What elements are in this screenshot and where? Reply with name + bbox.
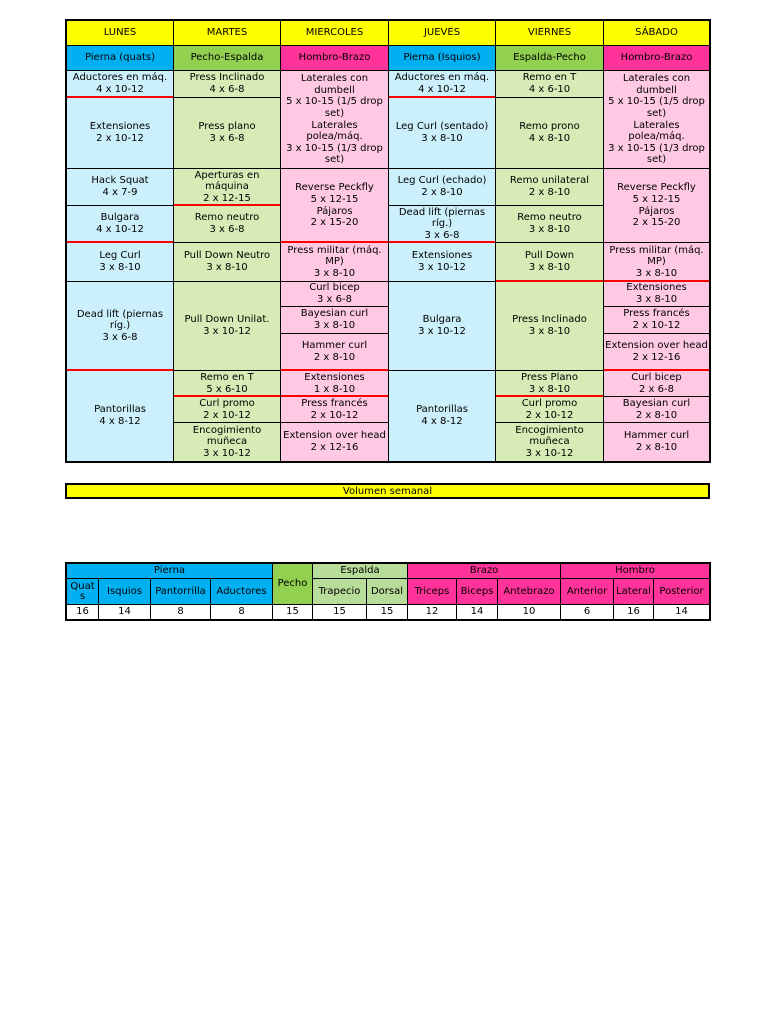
exercise-cell-line: 2 x 10-12 <box>203 409 251 421</box>
exercise-cell-line: Press Inclinado <box>189 72 265 84</box>
exercise-cell <box>280 396 389 423</box>
day-header-line: MIERCOLES <box>305 27 364 39</box>
day-focus-label <box>495 45 604 71</box>
volume-value-text: 15 <box>380 606 394 617</box>
muscle-header <box>456 578 498 605</box>
exercise-cell-line: 2 x 10-12 <box>96 133 144 144</box>
exercise-cell <box>173 422 281 462</box>
volume-value-text: 15 <box>333 606 346 617</box>
exercise-cell-line: Curl bicep <box>631 371 682 383</box>
volume-value-text: 14 <box>470 606 484 617</box>
exercise-cell <box>66 205 174 243</box>
block-separator <box>496 280 603 282</box>
exercise-cell <box>388 205 496 243</box>
exercise-cell <box>603 422 710 462</box>
exercise-cell-line: Laterales con dumbell <box>622 73 691 96</box>
exercise-cell-line: 3 x 10-12 <box>203 326 251 337</box>
volume-value <box>497 604 561 620</box>
exercise-cell <box>603 333 710 371</box>
exercise-cell <box>66 168 174 206</box>
exercise-cell <box>173 396 281 423</box>
exercise-cell-line: 3 x 6-8 <box>209 133 245 144</box>
exercise-cell <box>66 370 174 462</box>
exercise-cell-line: Curl promo <box>521 397 578 409</box>
exercise-cell <box>388 370 496 462</box>
volume-value <box>653 604 710 620</box>
muscle-header <box>407 578 457 605</box>
day-focus-label <box>280 45 389 71</box>
weekly-volume-bar <box>65 483 710 499</box>
day-header <box>603 20 710 46</box>
exercise-cell-line: 5 x 10-15 (1/5 drop set) <box>286 96 383 119</box>
day-header-line: VIERNES <box>527 27 572 39</box>
exercise-cell-line: Remo neutro <box>517 212 582 224</box>
exercise-cell <box>495 168 604 206</box>
day-focus-label <box>66 45 174 71</box>
exercise-cell-line: Dead lift (piernas ríg.) <box>398 206 486 230</box>
exercise-cell <box>495 281 604 371</box>
exercise-cell-line: Pájaros <box>638 205 675 217</box>
exercise-cell-line: 2 x 10-12 <box>632 320 681 331</box>
exercise-cell <box>173 370 281 397</box>
exercise-cell-line: Reverse Peckfly <box>617 182 696 194</box>
muscle-header-text: Triceps <box>414 585 450 597</box>
exercise-cell <box>66 97 174 169</box>
exercise-cell <box>173 70 281 98</box>
exercise-cell-line: 4 x 6-10 <box>528 84 571 95</box>
exercise-cell-line: Bulgara <box>422 314 462 326</box>
volume-value-text: 6 <box>583 606 591 617</box>
muscle-header <box>150 578 211 605</box>
muscle-header-text: Biceps <box>460 585 494 597</box>
exercise-cell <box>66 281 174 371</box>
exercise-cell-line: Press militar (máq. MP) <box>287 244 382 268</box>
block-separator <box>496 395 603 397</box>
exercise-cell-line: 5 x 12-15 <box>632 193 681 205</box>
muscle-header-text: Quats <box>70 580 95 602</box>
volume-value <box>366 604 408 620</box>
exercise-cell-line: Press francés <box>623 308 690 320</box>
exercise-cell-line: Remo prono <box>519 121 580 133</box>
exercise-cell-line: Pull Down Neutro <box>183 250 271 262</box>
volume-value <box>560 604 614 620</box>
exercise-cell-line: 3 x 8-10 <box>528 262 571 273</box>
muscle-header-text: Lateral <box>616 585 651 597</box>
muscle-header-text: Posterior <box>659 585 704 597</box>
day-header <box>66 20 174 46</box>
muscle-header <box>497 578 561 605</box>
exercise-cell <box>388 97 496 169</box>
muscle-header <box>653 578 710 605</box>
day-header <box>388 20 496 46</box>
exercise-cell-line: Extension over head <box>605 340 708 352</box>
exercise-cell <box>603 306 710 334</box>
volume-value <box>272 604 313 620</box>
group-header-espalda <box>312 563 408 579</box>
day-header <box>173 20 281 46</box>
exercise-cell-line: 3 x 8-10 <box>99 262 141 273</box>
exercise-cell-line: Laterales polea/máq. <box>306 119 363 143</box>
muscle-header-text: Trapecio <box>318 585 361 597</box>
exercise-cell-line: 3 x 10-12 <box>525 447 574 459</box>
volume-value-text: 10 <box>522 606 536 617</box>
group-header-hombro <box>560 563 710 579</box>
volume-value <box>407 604 457 620</box>
exercise-cell <box>173 242 281 282</box>
day-focus-label-line: Pecho-Espalda <box>190 52 264 64</box>
exercise-cell-line: 3 x 8-10 <box>421 133 463 144</box>
exercise-cell-line: 3 x 8-10 <box>206 262 248 273</box>
exercise-cell-line: 3 x 8-10 <box>528 224 571 235</box>
exercise-cell <box>388 168 496 206</box>
muscle-header-text: Aductores <box>216 585 267 597</box>
exercise-cell <box>280 281 389 307</box>
muscle-header <box>613 578 654 605</box>
exercise-cell <box>280 422 389 462</box>
exercise-cell-line: Press Plano <box>521 371 578 383</box>
exercise-cell-line: 3 x 10-15 (1/3 drop set) <box>608 142 705 166</box>
day-focus-label-line: Pierna (quats) <box>84 52 156 64</box>
exercise-cell-line: Encogimiento muñeca <box>192 424 262 448</box>
block-separator <box>281 241 388 243</box>
muscle-header <box>560 578 614 605</box>
exercise-cell-line: 2 x 12-16 <box>310 442 359 453</box>
exercise-cell-line: Extensiones <box>411 250 473 262</box>
exercise-cell-line: Leg Curl <box>99 250 141 262</box>
exercise-cell-line: 3 x 10-12 <box>203 447 251 459</box>
exercise-cell-line: Remo en T <box>522 72 577 84</box>
block-separator <box>67 96 173 98</box>
volume-value <box>66 604 99 620</box>
muscle-header <box>210 578 273 605</box>
exercise-cell-line: 2 x 8-10 <box>635 442 678 453</box>
exercise-cell-line: Hammer curl <box>623 430 690 442</box>
exercise-cell-line: Pantorillas <box>94 404 146 416</box>
volume-value <box>456 604 498 620</box>
exercise-cell-line: 3 x 10-12 <box>418 326 466 337</box>
exercise-cell-line: Reverse Peckfly <box>295 182 374 194</box>
block-separator <box>174 204 280 206</box>
day-focus-label <box>388 45 496 71</box>
block-separator <box>389 241 495 243</box>
exercise-cell-line: Bayesian curl <box>300 308 369 320</box>
exercise-cell <box>280 333 389 371</box>
exercise-cell-line: Encogimiento muñeca <box>515 424 584 448</box>
exercise-cell <box>603 281 710 307</box>
exercise-cell-line: Curl bicep <box>309 282 360 294</box>
exercise-cell-line: Curl promo <box>199 397 255 409</box>
day-focus-label-line: Espalda-Pecho <box>513 52 586 64</box>
exercise-cell-line: Remo neutro <box>194 212 260 224</box>
exercise-cell-line: Press Inclinado <box>512 314 587 326</box>
block-separator <box>604 369 709 371</box>
exercise-cell-line: 3 x 8-10 <box>635 267 678 279</box>
block-separator <box>281 395 388 397</box>
exercise-cell <box>280 370 389 397</box>
exercise-cell-line: Bayesian curl <box>622 397 691 409</box>
muscle-header-text: Anterior <box>566 585 608 597</box>
exercise-cell-line: 3 x 8-10 <box>528 383 571 395</box>
exercise-cell <box>173 97 281 169</box>
exercise-cell-line: 2 x 6-8 <box>639 383 674 395</box>
exercise-cell-line: Leg Curl (sentado) <box>395 121 489 133</box>
group-header-espalda-text: Espalda <box>340 565 380 576</box>
exercise-cell-line: 4 x 8-12 <box>99 416 141 427</box>
exercise-cell <box>603 168 710 243</box>
day-header-line: MARTES <box>206 27 248 39</box>
exercise-cell-line: 2 x 8-10 <box>528 187 571 198</box>
volume-value <box>150 604 211 620</box>
exercise-cell-line: 3 x 8-10 <box>313 320 356 331</box>
exercise-cell-line: Aperturas en máquina <box>194 169 260 193</box>
exercise-cell-line: 2 x 15-20 <box>632 217 681 229</box>
exercise-cell <box>495 370 604 397</box>
volume-value-text: 14 <box>118 606 131 617</box>
volume-value-text: 14 <box>675 606 688 617</box>
exercise-cell-line: 4 x 7-9 <box>102 187 138 198</box>
exercise-cell-line: 2 x 8-10 <box>635 409 678 421</box>
exercise-cell-line: Pull Down Unilat. <box>184 314 270 326</box>
exercise-cell-line: 4 x 10-12 <box>418 84 466 95</box>
group-header-pecho-text: Pecho <box>277 578 308 589</box>
exercise-cell-line: 1 x 8-10 <box>313 383 356 395</box>
exercise-cell-line: 4 x 6-8 <box>209 84 245 95</box>
exercise-cell-line: Hammer curl <box>301 340 368 352</box>
volume-value-text: 16 <box>76 606 89 617</box>
volume-value <box>312 604 367 620</box>
group-header-pierna-text: Pierna <box>153 565 186 576</box>
volume-value-text: 8 <box>177 606 184 617</box>
exercise-cell-line: 4 x 8-10 <box>528 133 571 144</box>
exercise-cell-line: Aductores en máq. <box>394 72 490 84</box>
exercise-cell-line: 3 x 6-8 <box>317 294 352 305</box>
day-focus-label-line: Pierna (Isquios) <box>403 52 481 64</box>
exercise-cell <box>603 396 710 423</box>
day-focus-label <box>173 45 281 71</box>
exercise-cell <box>495 396 604 423</box>
exercise-cell-line: Bulgara <box>100 212 140 224</box>
exercise-cell-line: 2 x 8-10 <box>313 352 356 363</box>
exercise-cell-line: 3 x 8-10 <box>528 326 571 337</box>
exercise-cell-line: Remo unilateral <box>509 175 590 187</box>
exercise-cell <box>603 370 710 397</box>
exercise-cell <box>66 70 174 98</box>
exercise-cell-line: Aductores en máq. <box>72 72 168 84</box>
volume-value <box>210 604 273 620</box>
group-header-hombro-text: Hombro <box>615 565 655 576</box>
exercise-cell <box>280 168 389 243</box>
exercise-cell-line: Extensiones <box>89 121 151 133</box>
block-separator <box>281 369 388 371</box>
exercise-cell <box>495 97 604 169</box>
day-header <box>495 20 604 46</box>
exercise-cell-line: Pantorillas <box>416 404 468 416</box>
exercise-cell-line: Hack Squat <box>91 175 149 187</box>
volume-value-text: 15 <box>286 606 299 617</box>
exercise-cell <box>495 422 604 462</box>
volume-value <box>98 604 151 620</box>
exercise-cell <box>280 306 389 334</box>
volume-value-text: 12 <box>425 606 439 617</box>
exercise-cell-line: 3 x 6-8 <box>209 224 245 235</box>
exercise-cell-line: 2 x 15-20 <box>310 217 359 229</box>
weekly-volume-title: Volumen semanal <box>342 485 433 497</box>
volume-value <box>613 604 654 620</box>
exercise-cell-line: Remo en T <box>200 371 254 383</box>
exercise-cell-line: 2 x 10-12 <box>310 409 359 421</box>
exercise-cell <box>280 242 389 282</box>
exercise-cell-line: 3 x 6-8 <box>102 331 138 343</box>
block-separator <box>67 241 173 243</box>
exercise-cell <box>280 70 389 169</box>
muscle-header <box>98 578 151 605</box>
exercise-cell <box>66 242 174 282</box>
exercise-cell <box>173 281 281 371</box>
exercise-cell-line: Press francés <box>301 397 368 409</box>
day-focus-label <box>603 45 710 71</box>
muscle-header <box>366 578 408 605</box>
exercise-cell-line: 2 x 8-10 <box>421 187 463 198</box>
block-separator <box>389 96 495 98</box>
exercise-cell <box>173 168 281 206</box>
exercise-cell-line: 3 x 10-12 <box>418 262 466 273</box>
day-focus-label-line: Hombro-Brazo <box>298 52 371 64</box>
block-separator <box>604 280 709 282</box>
exercise-cell <box>603 242 710 282</box>
exercise-cell <box>495 70 604 98</box>
group-header-brazo <box>407 563 561 579</box>
exercise-cell-line: Extensiones <box>626 282 687 294</box>
muscle-header-text: Dorsal <box>370 585 404 597</box>
block-separator <box>67 369 173 371</box>
exercise-cell-line: 3 x 8-10 <box>635 294 678 305</box>
group-header-pecho <box>272 563 313 605</box>
exercise-cell-line: Laterales con dumbell <box>300 73 369 96</box>
exercise-cell-line: 2 x 12-15 <box>203 192 251 204</box>
volume-value-text: 16 <box>627 606 640 617</box>
volume-value-text: 8 <box>238 606 245 617</box>
exercise-cell <box>603 70 710 169</box>
exercise-cell-line: 4 x 10-12 <box>96 84 144 95</box>
group-header-pierna <box>66 563 273 579</box>
exercise-cell-line: Press plano <box>198 121 256 133</box>
muscle-header-text: Isquios <box>107 585 142 597</box>
exercise-cell-line: Dead lift (piernas ríg.) <box>76 308 164 332</box>
group-header-brazo-text: Brazo <box>469 565 499 576</box>
exercise-cell-line: Pájaros <box>316 205 353 217</box>
exercise-cell-line: 2 x 10-12 <box>525 409 574 421</box>
day-header-line: LUNES <box>103 27 137 39</box>
exercise-cell-line: 5 x 6-10 <box>206 383 248 395</box>
exercise-cell-line: Extensiones <box>304 371 365 383</box>
exercise-cell-line: 5 x 10-15 (1/5 drop set) <box>608 96 705 119</box>
exercise-cell <box>173 205 281 243</box>
exercise-cell-line: Laterales polea/máq. <box>628 119 685 143</box>
exercise-cell <box>495 242 604 282</box>
exercise-cell-line: Press militar (máq. MP) <box>609 244 704 268</box>
day-header-line: SÁBADO <box>635 27 678 39</box>
block-separator <box>174 395 280 397</box>
exercise-cell <box>388 281 496 371</box>
exercise-cell-line: 3 x 10-15 (1/3 drop set) <box>286 142 383 166</box>
day-focus-label-line: Hombro-Brazo <box>620 52 693 64</box>
muscle-header <box>312 578 367 605</box>
exercise-cell-line: 4 x 10-12 <box>96 224 144 235</box>
muscle-header <box>66 578 99 605</box>
day-header <box>280 20 389 46</box>
exercise-cell-line: 5 x 12-15 <box>310 193 359 205</box>
muscle-header-text: Antebrazo <box>503 585 555 597</box>
exercise-cell-line: 4 x 8-12 <box>421 416 463 427</box>
exercise-cell <box>388 70 496 98</box>
muscle-header-text: Pantorrilla <box>155 585 206 597</box>
exercise-cell-line: Extension over head <box>283 430 386 442</box>
exercise-cell-line: 3 x 8-10 <box>313 267 356 279</box>
exercise-cell-line: 2 x 12-16 <box>632 352 681 363</box>
exercise-cell-line: Leg Curl (echado) <box>397 175 487 187</box>
exercise-cell-line: 3 x 6-8 <box>424 229 460 241</box>
exercise-cell <box>495 205 604 243</box>
exercise-cell-line: Pull Down <box>524 250 575 262</box>
day-header-line: JUEVES <box>423 27 461 39</box>
exercise-cell <box>388 242 496 282</box>
